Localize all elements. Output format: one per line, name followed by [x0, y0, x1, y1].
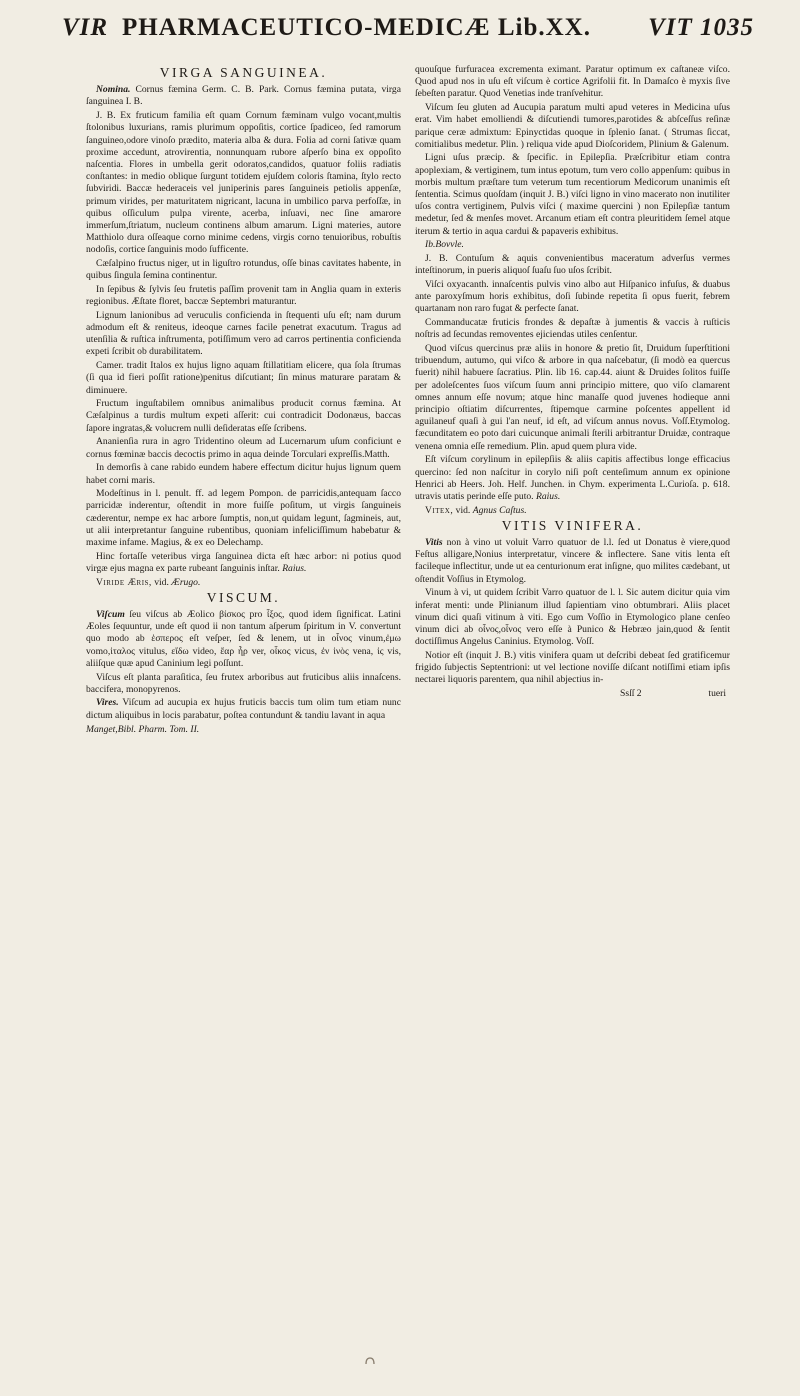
- paragraph: Notior eſt (inquit J. B.) vitis vinifera quam ut deſcribi debeat ſed gratificemur frigido ſubjectis Septentrioni: ut vel lectione noviſſe diſcant notiſſimi etiam ipſis nectarei liquoris parentem, qua nihil abjectius in-: [415, 649, 730, 686]
- xref-target: Ærugo.: [171, 576, 201, 588]
- cross-reference: [86, 577, 401, 589]
- vires-label: Vires.: [96, 697, 119, 709]
- paragraph: Ligni uſus præcip. & ſpecific. in Epilepſia. Præſcribitur etiam contra apoplexiam, & vertiginem, tum intus epotum, tum vero collo appenſum: quibus in morbis multum præſtare tum veterum tum recentiorum Medicorum unanimis eſt ſententia. Scimus quoſdam (inquit J. B.) viſci ligno in vino macerato non inutiliter uſos contra vertiginem, Pulvis viſci ( maxime quercini ) non Epilepſiæ tantum medetur, ſed & menſes movet. Arcanum etiam eſt contra pleuritidem ſemel atque iterum & tertio in aqua cardui & papaveris exhibitus.: [415, 152, 730, 237]
- nomina-text: Cornus fæmina Germ. C. B. Park. Cornus fæmina putata, virga ſanguinea I. B.: [86, 84, 401, 108]
- paragraph: [86, 551, 401, 575]
- running-head-title: PHARMACEUTICO-MEDICÆ Lib.XX.: [122, 14, 591, 41]
- paragraph: Commanducatæ fruticis frondes & depaſtæ à jumentis & vaccis à ruſticis noſtris ad ſecundas removentes ejiciendas utiles cenſentur.: [415, 317, 730, 341]
- paragraph: In demorſis à cane rabido eundem habere effectum dicitur hujus lignum quem habet corni maris.: [86, 462, 401, 486]
- running-head-page: VIT 1035: [648, 14, 754, 41]
- xref-entry: Vitex,: [425, 504, 454, 516]
- running-head-left: VIR: [62, 14, 109, 41]
- page-foot: [415, 688, 730, 702]
- catchword: tueri: [708, 687, 726, 699]
- xref-vid: vid.: [154, 576, 169, 588]
- paragraph: Quod viſcus quercinus præ aliis in honore & pretio ſit, Druidum ſuperſtitioni tribuendum, autumo, qui viſco & arbore in qua naſcebatur, (ſi modò ea quercus fuerit) nihil habuere ſacratius. Plin. lib 16. cap.44. aiunt & Druides ſolitos fuiſſe per adoleſcentes ſuos viſcum ſuum anni principio mittere, quo viſo clamarent omnes annum eſſe novum; atque hinc manaſſe quod juvenes hodieque anni principio oſtiatim diſcurrentes, ſtipemque carmine poſcentes appellent id aguilaneuf quaſi à gui l'an neuf, id eſt, ad viſcum annus novus. Voſſ.Etymolog. fæcunditatem eo poto dari cuicunque animali ſterili arbitrantur Druidæ, contraque venena omnia eſſe remedium. Plin. apud quem plura vide.: [415, 342, 730, 452]
- xref-entry: Viride Æris,: [96, 576, 152, 588]
- author-ref: Raius.: [282, 562, 307, 574]
- xref-target: Agnus Caſtus.: [472, 504, 527, 516]
- section-title-virga: VIRGA SANGUINEA.: [159, 65, 328, 80]
- paragraph: Viſci oxyacanth. innaſcentis pulvis vino albo aut Hiſpanico infuſus, & duabus ante paroxyſmum horis exhibitus, doſi ſubinde repetita ſi opus fuerit, febrem quartanam non raro fugat & perfecte ſanat.: [415, 278, 730, 315]
- paragraph: Viſcum ſeu gluten ad Aucupia paratum multi apud veteres in Medicina uſus erat. Vim habet emolliendi & diſcutiendi tumores,parotides & abſceſſus reſinæ parique ceræ admixtum: Epinyctidas quoque in ſplenio ſanat. ( Strumas ſiccat, comitialibus medetur. Plin. ) reliqua vide apud Dioſcoridem, Plinium & Galenum.: [415, 102, 730, 150]
- xref-vid: vid.: [455, 504, 471, 516]
- paragraph: Lignum lanionibus ad veruculis conficienda in ſtequenti uſu eſt; nam durum admodum eſt & reniteus, ideoque carnes facile penetrat exacutum. Tragus ad utenſilia & ruſtica inſtrumenta, potiſſimum vero ad carros pertinentia conficienda expeti ſcribit ob durabilitatem.: [86, 309, 401, 358]
- paragraph-text: ſeu viſcus ab Æolico βίσκος pro ἶξος, quod idem ſignificat. Latini Æoles ſequuntur, unde eſt quod ii non tantum aſperum ſpiritum in V. convertunt quo modo ab ἑσπερος eſt veſper, ſed & lenem, ut in οἶνος vinum,ἐμω vomo,ἰταλος vitulus, εἴδω video, ἔαρ ἦρ ver, οἶκος vicus, ἐν ἰνὸς vena, ἰς vis, aliiſque quæ apud Caninium legi poſſunt.: [86, 609, 401, 669]
- paragraph-text: Eſt viſcum corylinum in epilepſiis & aliis capitis affectibus longe efficacius quercino: ſed non naſcitur in corylo niſi poſt centeſimum annum ex opinione Henrici ab Heers. Joh. Helf. Junchen. in Chym. experimenta L.Curioſa. p. 618. utravis utatis perinde eſſe puto.: [415, 454, 730, 502]
- ink-smudge: [364, 1356, 376, 1366]
- paragraph-text: Hinc fortaſſe veteribus virga ſanguinea dicta eſt hæc arbor: ni potius quod virgæ ejus magna ex parte rubeant ſanguinis inſtar.: [86, 550, 401, 574]
- author-ref: Raius.: [535, 490, 561, 502]
- running-head: [62, 14, 754, 48]
- paragraph: Cæſalpino fructus niger, ut in liguſtro rotundus, oſſe binas cavitates habente, in quibus ſingula ſemina continentur.: [86, 258, 401, 282]
- paragraph: Ananienſia rura in agro Tridentino oleum ad Lucernarum uſum conficiunt e cornus fœminæ baccis decoctis primo in aqua deinde Torculari expreſſis.Matth.: [86, 436, 401, 460]
- section-title-vitis: VITIS VINIFERA.: [501, 517, 644, 533]
- section-title-viscum: VISCUM.: [206, 589, 281, 605]
- paragraph: J. B. Ex fruticum familia eſt quam Cornum fæminam vulgo vocant,multis ſtolonibus luxurians, ramis plurimum oppoſitis, cortice ſpadiceo, ſed ramorum ſanguineo,odore vinoſo prædito, materia alba & dura. Folia ad corni ſativæ quam proxime accedunt, atrovirentia, nonnunquam rubore aſperſo bina ex oppoſito naſcentia. Flores in umbella gerit odoratos,candidos, quatuor foliis radiatis conſtantes: in medio oblique ſurgunt totidem ejuſdem coloris ſtamina, ſtylo recto ſubviridi. Baccæ hederaceis vel juniperinis pares ſanguineis petiolis appenſæ, primum virides, per maturitatem nigricant, lacuna in umbilico parva perfoſſæ, in quibus oſſiculum pulpa virente, acerba, inſuavi, nec ſine amarore immerſum,ſtriatum, nucleum continens album amarum. Ligni materies, autore Matthiolo dura oſſeaque corno minime cedens, virgis corno tenuioribus, robuſtis nodoſis, cortice ſanguinis modo ſufficente.: [86, 110, 401, 256]
- paragraph: quouſque furfuracea excrementa eximant. Paratur optimum ex caſtaneæ viſco. Quod apud nos in uſu eſt viſcum è cortice Agrifolii fit. In Damaſco è myxis ſive ſebeſten paratur. Quod Venetias inde tranſvehitur.: [415, 64, 730, 100]
- paragraph: Vinum à vi, ut quidem ſcribit Varro quatuor de l. l. Sic autem dicitur quia vim inferat menti: unde Plinianum illud ſapientiam vino obtumbrari. Aliis placet vinum dici quaſi vitinum à viti. Ego cum Voſſio in Etymologico plane cenſeo vinum dici ab οἶνος,οἶνος vero eſſe à Punico & Hebræo jain,quod & ſentit doctiſſimus Angelus Caninius. Etymolog. Voſſ.: [415, 587, 730, 648]
- paragraph: [415, 454, 730, 503]
- footer-source: Manget,Bibl. Pharm. Tom. II.: [86, 723, 200, 735]
- left-column: [86, 64, 401, 736]
- paragraph-text: Viſcum ad aucupia ex hujus fruticis baccis tum olim tum etiam nunc dictum aliquibus in locis parabatur, poſtea contundunt & tandiu lavant in aqua: [86, 697, 401, 721]
- paragraph: In ſepibus & ſylvis ſeu frutetis paſſim provenit tam in Anglia quam in exteris regionibus. Æſtate floret, baccæ Septembri maturantur.: [86, 283, 401, 308]
- paragraph: J. B. Contuſum & aquis convenientibus maceratum adverſus vermes inteſtinorum, in pueris aliquoſ ſuaſu ſuo uſos ſcribit.: [415, 253, 730, 277]
- entry-lead: Viſcum: [96, 609, 125, 621]
- paragraph: Viſcus eſt planta paraſitica, ſeu frutex arboribus aut fruticibus aliis innaſcens. baccifera, monopyrenos.: [86, 671, 401, 695]
- paragraph: Fructum inguſtabilem omnibus animalibus producit cornus fæmina. At Cæſalpinus a turdis multum expeti aſſerit: cui contradicit Dodonæus, baccas ſapore ingratas,& volucrem nulli deſideratas eſſe ſcribens.: [86, 398, 401, 434]
- entry-lead: Vitis: [425, 537, 443, 549]
- right-column: [415, 64, 730, 702]
- paragraph-text: non à vino ut voluit Varro quatuor de l.l. ſed ut Donatus è viere,quod Feſtus alligare,Nonius interpretatur, vincere & inflectere. Sane vitis lenta eſt facileque inflectitur, unde ut ea centurionum erat inſigne, quo milites cædebant, ut oſtendit Voſſius in Etymolog.: [415, 537, 730, 585]
- paragraph: [415, 239, 730, 251]
- author-ref: Ib.Bovvle.: [425, 239, 464, 251]
- paragraph: Modeſtinus in l. penult. ff. ad legem Pompon. de parricidis,antequam ſacco parricidæ inderentur, oſtendit in more fuiſſe poſitum, ut virgis ſanguineis cæderentur, nempe ex hac arbore ſumptis, non,ut quidam legunt, ſagmineis, aut, ut alii interpretantur ſanguine rubentibus, quoniam infeliciſſimum habebatur & maxime infame. Magius, & ex eo Delechamp.: [86, 488, 401, 549]
- nomina-label: Nomina.: [96, 84, 131, 96]
- cross-reference: [415, 505, 730, 517]
- paragraph: Camer. tradit Italos ex hujus ligno aquam ſtillatitiam elicere, qua ſola ſtrumas (ſi qua id fieri poſſit ratione)penitus diſcutiant; ſin minus maturare paratam & diminuere.: [86, 360, 401, 396]
- signature-mark: Ssſſ 2: [620, 687, 642, 699]
